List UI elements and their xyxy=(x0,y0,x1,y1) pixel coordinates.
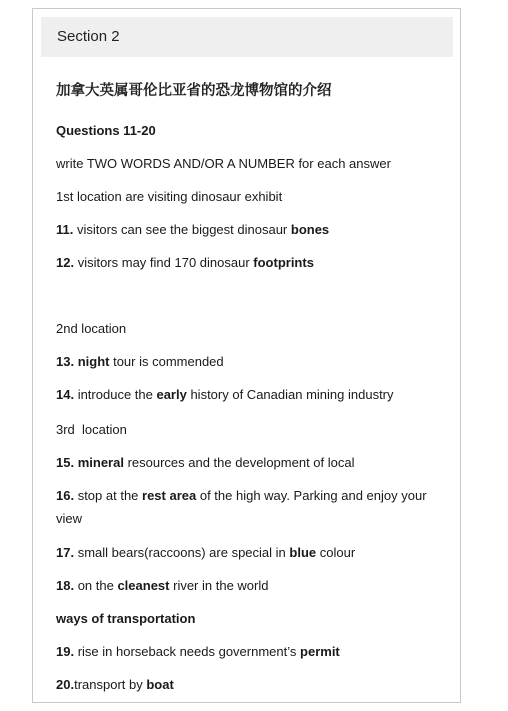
instruction-text: write TWO WORDS AND/OR A NUMBER for each answer xyxy=(56,156,391,171)
location-2-text: 2nd location xyxy=(56,321,127,336)
question-number: 12. xyxy=(56,255,75,270)
question-number: 19. xyxy=(56,644,75,659)
question-number: 13. xyxy=(56,354,75,369)
question-18: 18. on the cleanest river in the world xyxy=(56,578,269,593)
question-number: 14. xyxy=(56,387,75,402)
question-card xyxy=(32,8,461,703)
answer-keyword: bones xyxy=(290,222,330,237)
question-14: 14. introduce the early history of Canadian mining industry xyxy=(56,387,394,402)
chinese-title: 加拿大英属哥伦比亚省的恐龙博物馆的介绍 xyxy=(56,83,332,99)
question-number: 11. xyxy=(56,222,74,237)
question-number: 18. xyxy=(56,578,75,593)
question-13: 13. night tour is commended xyxy=(56,354,224,369)
question-15: 15. mineral resources and the development of local xyxy=(56,455,355,470)
question-number: 16. xyxy=(56,488,75,503)
answer-keyword: boat xyxy=(146,677,174,692)
answer-keyword: cleanest xyxy=(117,578,170,593)
answer-keyword: mineral xyxy=(77,455,124,470)
question-number: 15. xyxy=(56,455,75,470)
question-number: 17. xyxy=(56,545,75,560)
question-12: 12. visitors may find 170 dinosaur footprints xyxy=(56,255,314,270)
answer-keyword: night xyxy=(77,354,110,369)
question-19: 19. rise in horseback needs government’s permit xyxy=(56,644,340,659)
questions-range: Questions 11-20 xyxy=(56,123,156,138)
location-1-text: 1st location are visiting dinosaur exhibit xyxy=(56,189,283,204)
question-11: 11. visitors can see the biggest dinosaur bones xyxy=(56,222,330,237)
section-header xyxy=(41,17,453,57)
answer-keyword: blue xyxy=(289,545,317,560)
question-number: 20. xyxy=(56,677,75,692)
answer-keyword: early xyxy=(156,387,187,402)
answer-keyword: permit xyxy=(300,644,340,659)
answer-keyword: rest area xyxy=(142,488,197,503)
section-label: Section 2 xyxy=(57,28,120,45)
question-17: 17. small bears(raccoons) are special in blue colour xyxy=(56,545,356,560)
answer-keyword: footprints xyxy=(253,255,314,270)
question-20: 20.transport by boat xyxy=(56,677,174,692)
question-16: 16. stop at the rest area of the high way. Parking and enjoy your view xyxy=(56,488,431,526)
location-3-text: 3rd location xyxy=(56,422,127,437)
transport-heading: ways of transportation xyxy=(56,611,196,626)
